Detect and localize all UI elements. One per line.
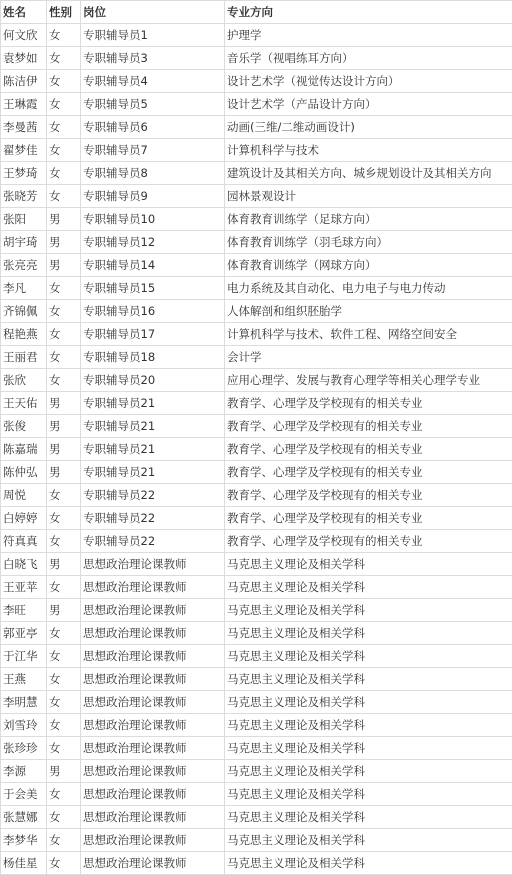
cell-position: 专职辅导员9 — [81, 185, 225, 208]
cell-gender: 女 — [47, 645, 81, 668]
cell-gender: 女 — [47, 668, 81, 691]
table-row — [1, 162, 512, 185]
cell-name: 李源 — [1, 760, 47, 783]
table-row — [1, 829, 512, 852]
cell-major: 教育学、心理学及学校现有的相关专业 — [225, 392, 512, 415]
table-row — [1, 139, 512, 162]
cell-position: 专职辅导员18 — [81, 346, 225, 369]
cell-name: 王梦琦 — [1, 162, 47, 185]
cell-gender: 女 — [47, 346, 81, 369]
cell-major: 马克思主义理论及相关学科 — [225, 737, 512, 760]
cell-position: 专职辅导员4 — [81, 70, 225, 93]
cell-position: 专职辅导员1 — [81, 24, 225, 47]
cell-major: 计算机科学与技术、软件工程、网络空间安全 — [225, 323, 512, 346]
cell-position: 专职辅导员5 — [81, 93, 225, 116]
cell-gender: 女 — [47, 185, 81, 208]
cell-name: 白晓飞 — [1, 553, 47, 576]
cell-gender: 男 — [47, 760, 81, 783]
cell-gender: 女 — [47, 507, 81, 530]
cell-gender: 男 — [47, 553, 81, 576]
cell-name: 李凡 — [1, 277, 47, 300]
cell-position: 思想政治理论课教师 — [81, 806, 225, 829]
cell-major: 马克思主义理论及相关学科 — [225, 553, 512, 576]
cell-gender: 女 — [47, 116, 81, 139]
cell-gender: 女 — [47, 47, 81, 70]
cell-name: 王天佑 — [1, 392, 47, 415]
cell-major: 体育教育训练学（足球方向） — [225, 208, 512, 231]
cell-gender: 女 — [47, 691, 81, 714]
cell-position: 专职辅导员21 — [81, 392, 225, 415]
cell-name: 张亮亮 — [1, 254, 47, 277]
cell-position: 专职辅导员20 — [81, 369, 225, 392]
cell-major: 马克思主义理论及相关学科 — [225, 806, 512, 829]
cell-name: 王燕 — [1, 668, 47, 691]
cell-name: 张欣 — [1, 369, 47, 392]
cell-position: 思想政治理论课教师 — [81, 737, 225, 760]
table-body — [1, 24, 512, 875]
cell-major: 教育学、心理学及学校现有的相关专业 — [225, 415, 512, 438]
cell-gender: 女 — [47, 162, 81, 185]
table-row — [1, 507, 512, 530]
table-row — [1, 185, 512, 208]
cell-position: 专职辅导员22 — [81, 530, 225, 553]
table-row — [1, 415, 512, 438]
table-row — [1, 691, 512, 714]
table-row — [1, 553, 512, 576]
cell-major: 音乐学（视唱练耳方向） — [225, 47, 512, 70]
cell-name: 周悦 — [1, 484, 47, 507]
cell-gender: 女 — [47, 323, 81, 346]
header-gender: 性别 — [47, 1, 81, 24]
table-row — [1, 530, 512, 553]
cell-major: 教育学、心理学及学校现有的相关专业 — [225, 461, 512, 484]
cell-position: 专职辅导员22 — [81, 484, 225, 507]
cell-major: 马克思主义理论及相关学科 — [225, 760, 512, 783]
cell-gender: 女 — [47, 139, 81, 162]
cell-name: 张阳 — [1, 208, 47, 231]
cell-position: 思想政治理论课教师 — [81, 760, 225, 783]
cell-gender: 男 — [47, 415, 81, 438]
cell-major: 马克思主义理论及相关学科 — [225, 783, 512, 806]
table-row — [1, 300, 512, 323]
cell-gender: 男 — [47, 599, 81, 622]
cell-name: 程艳燕 — [1, 323, 47, 346]
cell-gender: 男 — [47, 231, 81, 254]
cell-major: 护理学 — [225, 24, 512, 47]
cell-gender: 女 — [47, 852, 81, 875]
table-row — [1, 852, 512, 875]
cell-name: 李明慧 — [1, 691, 47, 714]
cell-gender: 女 — [47, 737, 81, 760]
cell-gender: 女 — [47, 70, 81, 93]
cell-position: 专职辅导员22 — [81, 507, 225, 530]
cell-position: 思想政治理论课教师 — [81, 622, 225, 645]
header-name: 姓名 — [1, 1, 47, 24]
cell-major: 教育学、心理学及学校现有的相关专业 — [225, 530, 512, 553]
cell-name: 张慧娜 — [1, 806, 47, 829]
cell-name: 李曼茜 — [1, 116, 47, 139]
table-row — [1, 760, 512, 783]
cell-name: 胡宇琦 — [1, 231, 47, 254]
table-row — [1, 783, 512, 806]
cell-major: 计算机科学与技术 — [225, 139, 512, 162]
cell-name: 翟梦佳 — [1, 139, 47, 162]
cell-major: 动画(三维/二维动画设计) — [225, 116, 512, 139]
cell-position: 思想政治理论课教师 — [81, 576, 225, 599]
cell-name: 于江华 — [1, 645, 47, 668]
cell-gender: 女 — [47, 783, 81, 806]
cell-name: 杨佳星 — [1, 852, 47, 875]
cell-major: 体育教育训练学（羽毛球方向） — [225, 231, 512, 254]
cell-position: 专职辅导员3 — [81, 47, 225, 70]
cell-gender: 女 — [47, 300, 81, 323]
cell-gender: 女 — [47, 829, 81, 852]
header-major: 专业方向 — [225, 1, 512, 24]
cell-gender: 女 — [47, 576, 81, 599]
cell-major: 教育学、心理学及学校现有的相关专业 — [225, 507, 512, 530]
table-row — [1, 93, 512, 116]
table-row — [1, 231, 512, 254]
cell-position: 专职辅导员15 — [81, 277, 225, 300]
cell-gender: 男 — [47, 438, 81, 461]
cell-name: 郭亚亭 — [1, 622, 47, 645]
header-position: 岗位 — [81, 1, 225, 24]
cell-position: 思想政治理论课教师 — [81, 714, 225, 737]
table-row — [1, 24, 512, 47]
cell-name: 袁梦如 — [1, 47, 47, 70]
table-row — [1, 277, 512, 300]
cell-major: 应用心理学、发展与教育心理学等相关心理学专业 — [225, 369, 512, 392]
cell-major: 马克思主义理论及相关学科 — [225, 829, 512, 852]
cell-major: 马克思主义理论及相关学科 — [225, 599, 512, 622]
cell-position: 专职辅导员10 — [81, 208, 225, 231]
table-row — [1, 806, 512, 829]
cell-position: 思想政治理论课教师 — [81, 691, 225, 714]
cell-position: 思想政治理论课教师 — [81, 668, 225, 691]
cell-major: 马克思主义理论及相关学科 — [225, 691, 512, 714]
cell-gender: 女 — [47, 277, 81, 300]
cell-gender: 女 — [47, 484, 81, 507]
cell-name: 符真真 — [1, 530, 47, 553]
cell-name: 王亚苹 — [1, 576, 47, 599]
cell-major: 体育教育训练学（网球方向） — [225, 254, 512, 277]
cell-gender: 女 — [47, 714, 81, 737]
cell-major: 马克思主义理论及相关学科 — [225, 622, 512, 645]
table-row — [1, 438, 512, 461]
cell-gender: 女 — [47, 530, 81, 553]
cell-name: 李旺 — [1, 599, 47, 622]
cell-major: 教育学、心理学及学校现有的相关专业 — [225, 438, 512, 461]
table-row — [1, 392, 512, 415]
cell-name: 王琳霞 — [1, 93, 47, 116]
cell-position: 专职辅导员16 — [81, 300, 225, 323]
cell-position: 专职辅导员6 — [81, 116, 225, 139]
cell-gender: 女 — [47, 93, 81, 116]
cell-major: 建筑设计及其相关方向、城乡规划设计及其相关方向 — [225, 162, 512, 185]
cell-name: 陈洁伊 — [1, 70, 47, 93]
cell-major: 会计学 — [225, 346, 512, 369]
cell-gender: 女 — [47, 622, 81, 645]
cell-gender: 男 — [47, 208, 81, 231]
cell-name: 齐锦佩 — [1, 300, 47, 323]
cell-major: 教育学、心理学及学校现有的相关专业 — [225, 484, 512, 507]
cell-gender: 女 — [47, 369, 81, 392]
cell-major: 马克思主义理论及相关学科 — [225, 714, 512, 737]
cell-name: 于会美 — [1, 783, 47, 806]
cell-major: 马克思主义理论及相关学科 — [225, 852, 512, 875]
table-row — [1, 208, 512, 231]
cell-major: 马克思主义理论及相关学科 — [225, 576, 512, 599]
cell-position: 思想政治理论课教师 — [81, 599, 225, 622]
cell-position: 专职辅导员21 — [81, 461, 225, 484]
cell-name: 何文欣 — [1, 24, 47, 47]
cell-gender: 女 — [47, 806, 81, 829]
table-row — [1, 346, 512, 369]
cell-major: 设计艺术学（产品设计方向） — [225, 93, 512, 116]
cell-gender: 男 — [47, 461, 81, 484]
cell-name: 白婷婷 — [1, 507, 47, 530]
cell-name: 张俊 — [1, 415, 47, 438]
table-row — [1, 461, 512, 484]
cell-name: 张珍珍 — [1, 737, 47, 760]
cell-position: 思想政治理论课教师 — [81, 852, 225, 875]
table-row — [1, 70, 512, 93]
cell-position: 思想政治理论课教师 — [81, 553, 225, 576]
cell-position: 专职辅导员21 — [81, 415, 225, 438]
cell-gender: 男 — [47, 254, 81, 277]
table-row — [1, 254, 512, 277]
cell-position: 思想政治理论课教师 — [81, 645, 225, 668]
table-row — [1, 576, 512, 599]
table-row — [1, 622, 512, 645]
table-row — [1, 737, 512, 760]
table-row — [1, 599, 512, 622]
cell-major: 电力系统及其自动化、电力电子与电力传动 — [225, 277, 512, 300]
cell-name: 陈仲弘 — [1, 461, 47, 484]
cell-name: 王丽君 — [1, 346, 47, 369]
cell-gender: 男 — [47, 392, 81, 415]
table-row — [1, 645, 512, 668]
cell-major: 设计艺术学（视觉传达设计方向） — [225, 70, 512, 93]
table-row — [1, 369, 512, 392]
table-row — [1, 323, 512, 346]
cell-position: 专职辅导员21 — [81, 438, 225, 461]
cell-position: 专职辅导员12 — [81, 231, 225, 254]
cell-major: 马克思主义理论及相关学科 — [225, 668, 512, 691]
table-header-row — [1, 1, 512, 24]
cell-name: 李梦华 — [1, 829, 47, 852]
cell-position: 专职辅导员14 — [81, 254, 225, 277]
table-row — [1, 714, 512, 737]
table-row — [1, 47, 512, 70]
cell-name: 刘雪玲 — [1, 714, 47, 737]
cell-position: 专职辅导员7 — [81, 139, 225, 162]
cell-position: 专职辅导员17 — [81, 323, 225, 346]
table-row — [1, 484, 512, 507]
cell-gender: 女 — [47, 24, 81, 47]
cell-major: 马克思主义理论及相关学科 — [225, 645, 512, 668]
cell-name: 张晓芳 — [1, 185, 47, 208]
cell-major: 园林景观设计 — [225, 185, 512, 208]
cell-position: 思想政治理论课教师 — [81, 829, 225, 852]
cell-major: 人体解剖和组织胚胎学 — [225, 300, 512, 323]
table-row — [1, 116, 512, 139]
cell-name: 陈嘉瑞 — [1, 438, 47, 461]
cell-position: 专职辅导员8 — [81, 162, 225, 185]
cell-position: 思想政治理论课教师 — [81, 783, 225, 806]
table-row — [1, 668, 512, 691]
